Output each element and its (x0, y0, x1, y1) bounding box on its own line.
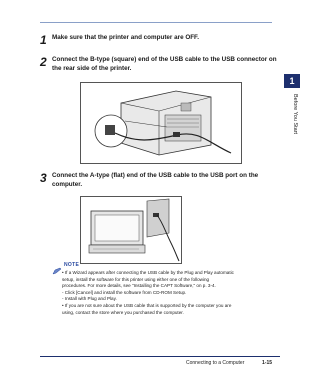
note-line: - Install with Plug and Play. (62, 296, 117, 302)
step-number: 2 (40, 55, 47, 69)
step-text: Connect the A-type (flat) end of the USB cable to the USB port on the computer. (52, 172, 259, 188)
computer-illustration (80, 196, 182, 264)
step-number: 1 (40, 33, 47, 47)
note-line: procedures. For more details, see "Installing the CAPT Software," on p. 3-4. (62, 283, 216, 289)
step-number: 3 (40, 171, 47, 185)
chapter-title: Before You Start (292, 94, 298, 135)
step-text: Connect the B-type (square) end of the USB cable to the USB connector on the rear side of the printer. (52, 56, 277, 72)
note-line: setup, install the software for this printer using either one of the following (62, 276, 210, 282)
bottom-rule (40, 356, 280, 357)
note-line: • If a Wizard appears after connecting the USB cable by the Plug and Play automatic (62, 270, 234, 275)
note-line: • If you are not sure about the USB cable that is supported by the computer you are (62, 302, 232, 308)
note-line: - Click [Cancel] and install the software from CD-ROM Setup. (62, 289, 187, 295)
note-pencil-icon (52, 262, 62, 270)
top-rule (40, 22, 272, 23)
footer-section: Connecting to a Computer (186, 360, 245, 366)
note-heading: NOTE (64, 262, 80, 268)
footer-page-number: 1-15 (262, 360, 273, 366)
chapter-tab: 1 (284, 74, 300, 88)
note-body (62, 270, 282, 316)
computer-usb-icon (81, 197, 181, 263)
note-line: using, contact the store where you purchased the computer. (62, 309, 184, 315)
step-text: Make sure that the printer and computer are OFF. (52, 34, 199, 41)
printer-rear-illustration (80, 82, 242, 164)
printer-usb-icon (81, 83, 241, 163)
